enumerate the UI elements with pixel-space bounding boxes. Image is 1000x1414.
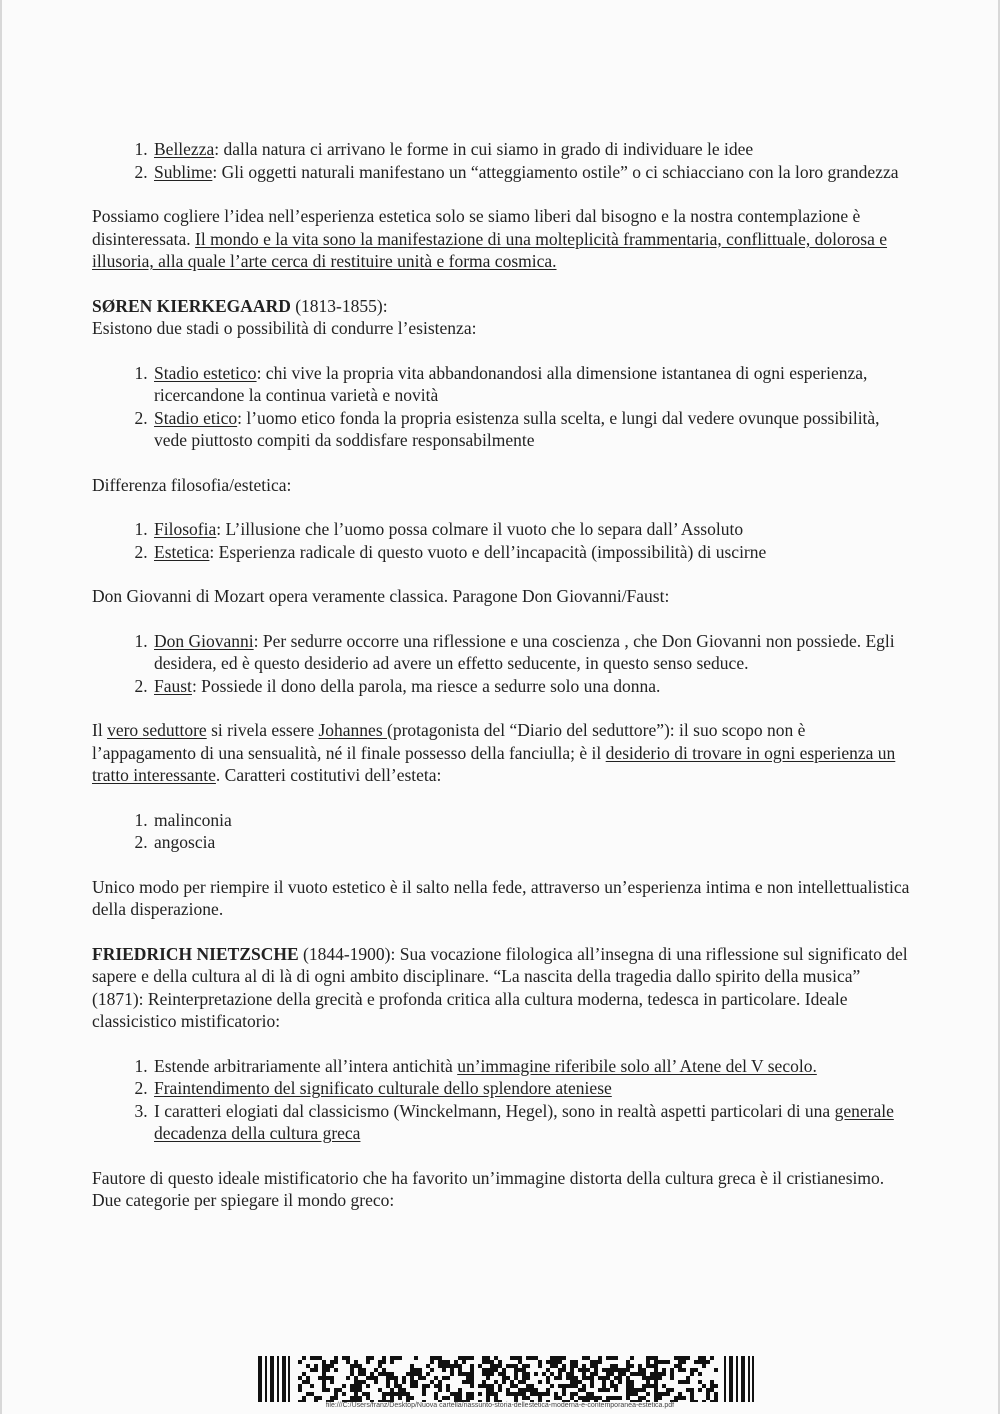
term-stadio-estetico: Stadio estetico — [154, 362, 257, 383]
list-item — [152, 541, 912, 564]
page-edge-left — [0, 0, 2, 1414]
paragraph-salto-fede: Unico modo per riempire il vuoto estetico è il salto nella fede, attraverso un’esperienza intima e non intellettualistica della disperazione. — [92, 876, 910, 919]
paragraph-nietzsche — [92, 943, 912, 1033]
list-item — [152, 518, 912, 541]
list-ideale-classicistico — [92, 1055, 912, 1145]
list-item-text: : Gli oggetti naturali manifestano un “atteggiamento ostile” o ci schiacciano con la loro grandezza — [212, 161, 899, 182]
paragraph-text: Possiamo cogliere l’idea nell’esperienza estetica solo se siamo liberi dal bisogno e la nostra contemplazione è disinteressata. — [92, 206, 861, 249]
list-item — [152, 1055, 912, 1078]
footer-file-url: file:///C:/Users/franz/Desktop/Nuova cartella/riassunto-storia-dellestetica-moderna-e-contemporanea-estetica.pdf — [325, 1402, 675, 1409]
term-faust: Faust — [154, 675, 192, 696]
author-dates: (1813-1855): — [290, 295, 388, 316]
list-item-text: : Esperienza radicale di questo vuoto e dell’incapacità (impossibilità) di uscirne — [209, 541, 767, 562]
heading-kierkegaard — [92, 295, 912, 318]
list-item-text: : chi vive la propria vita abbandonandosi alla dimensione istantanea di ogni esperienza, ricercandone la continua varietà e novità — [154, 362, 868, 405]
term-filosofia: Filosofia — [154, 519, 217, 539]
list-bellezza-sublime — [92, 138, 912, 183]
list-don-giovanni-faust — [92, 630, 912, 698]
document-body — [92, 138, 912, 1212]
list-item — [152, 161, 912, 184]
list-item — [152, 138, 912, 161]
list-item — [152, 630, 912, 675]
term-don-giovanni: Don Giovanni — [154, 630, 254, 651]
term-bellezza: Bellezza — [154, 139, 215, 159]
list-item: 2. angoscia — [152, 831, 912, 854]
underlined-text: vero seduttore — [107, 720, 207, 740]
barcode-image — [258, 1356, 754, 1402]
author-name: FRIEDRICH NIETZSCHE — [92, 943, 299, 964]
list-item — [152, 675, 912, 698]
paragraph-text: . Caratteri costitutivi dell’esteta: — [215, 765, 442, 785]
term-estetica: Estetica — [154, 541, 210, 562]
paragraph-seduttore — [92, 719, 912, 787]
paragraph-idea — [92, 205, 912, 273]
list-item-text: I caratteri elogiati dal classicismo (Winckelmann, Hegel), sono in realtà aspetti particolari di una — [154, 1100, 835, 1121]
list-filosofia-estetica — [92, 518, 912, 563]
paragraph-cristianesimo: Fautore di questo ideale mistificatorio che ha favorito un’immagine distorta della cultura greca è il cristianesimo. Due categorie per spiegare il mondo greco: — [92, 1167, 885, 1210]
underlined-text: generale decadenza della cultura greca — [154, 1100, 894, 1143]
term-stadio-etico: Stadio etico — [154, 407, 238, 428]
paragraph-text: (1844-1900): Sua vocazione filologica all’insegna di una riflessione sul significato del sapere e della cultura al di là di ogni ambito disciplinare. “La nascita della tragedia dallo spirito della musica” (1871): Reinterpretazione della grecità e profonda critica alla cultura moderna, tedesca in particolare. Ideale classicistico mistificatorio: — [92, 943, 908, 1031]
list-item-text: : Per sedurre occorre una riflessione e una coscienza , che Don Giovanni non possiede. Egli desidera, ed è questo desiderio ad avere un effetto seducente, in questo senso seduce. — [154, 630, 895, 673]
list-item — [152, 1100, 912, 1145]
list-item-text: : Possiede il dono della parola, ma riesce a sedurre solo una donna. — [191, 675, 661, 696]
underlined-text: Johannes — [318, 720, 387, 740]
underlined-text: Il mondo e la vita sono la manifestazione di una molteplicità frammentaria, conflittuale, dolorosa e illusoria, alla quale l’arte cerca di restituire unità e forma cosmica. — [92, 228, 888, 271]
list-item-text: Estende arbitrariamente all’intera antichità — [154, 1055, 458, 1076]
underlined-text: un’immagine riferibile solo all’ Atene del V secolo. — [457, 1055, 817, 1076]
paragraph-text: si rivela essere — [206, 720, 319, 740]
author-name: SØREN KIERKEGAARD — [92, 295, 291, 316]
list-caratteri-esteta — [92, 809, 912, 854]
underlined-text: desiderio di trovare in ogni esperienza un tratto interessante — [92, 742, 896, 785]
paragraph-text: (protagonista del “Diario del seduttore”): il suo scopo non è l’appagamento di una sensualità, né il finale possesso della fanciulla; è il — [92, 720, 806, 763]
list-item-text: : l’uomo etico fonda la propria esistenza sulla scelta, e lungi dal vedere ovunque possibilità, vede piuttosto compiti da soddisfare responsabilmente — [154, 407, 880, 450]
list-item — [152, 407, 912, 452]
paragraph-stadi-intro: Esistono due stadi o possibilità di condurre l’esistenza: — [92, 318, 477, 338]
list-item — [152, 1077, 912, 1100]
term-sublime: Sublime — [154, 161, 213, 182]
list-item: 1. malinconia — [152, 809, 912, 832]
list-item — [152, 362, 912, 407]
list-item-text: : dalla natura ci arrivano le forme in cui siamo in grado di individuare le idee — [214, 139, 754, 159]
underlined-text: Fraintendimento del significato culturale dello splendore ateniese — [154, 1078, 612, 1098]
paragraph-text: Il — [92, 720, 108, 740]
list-stadi — [92, 362, 912, 452]
list-item-text: : L’illusione che l’uomo possa colmare il vuoto che lo separa dall’ Assoluto — [216, 519, 744, 539]
paragraph-differenza: Differenza filosofia/estetica: — [92, 474, 292, 495]
paragraph-don-giovanni: Don Giovanni di Mozart opera veramente classica. Paragone Don Giovanni/Faust: — [92, 586, 670, 606]
